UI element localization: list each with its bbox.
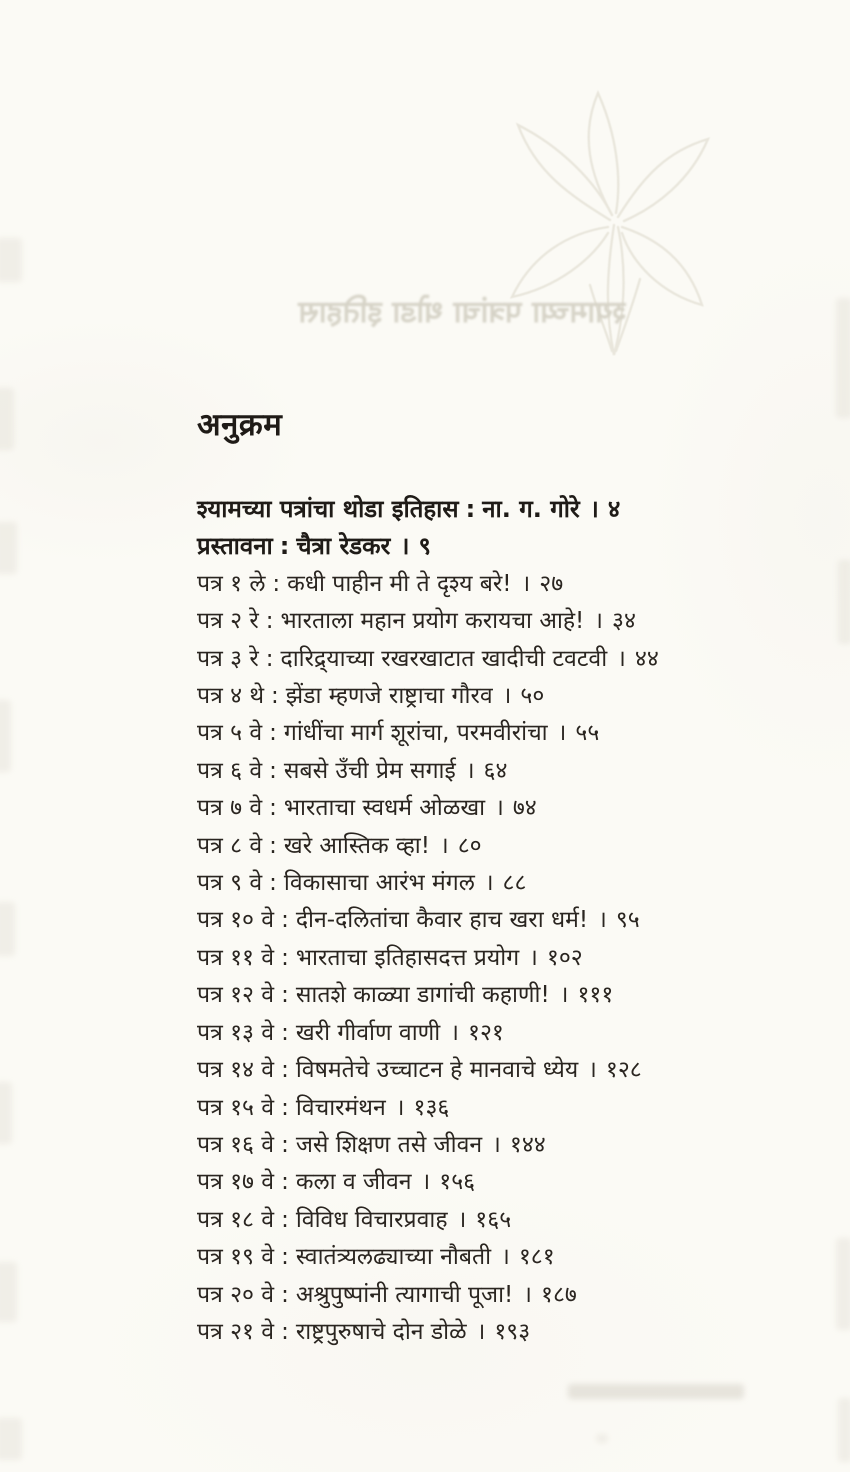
toc-content (197, 403, 797, 1351)
bleedthrough-margin-smudge (0, 238, 22, 282)
entry-number: पत्र १० वे (197, 907, 275, 934)
entry-number: पत्र ११ वे (197, 944, 275, 971)
entry-title: कला व जीवन (295, 1169, 412, 1196)
colon-separator: : (265, 608, 274, 635)
bleedthrough-margin-smudge (0, 1262, 17, 1322)
entry-page-number: ९५ (615, 907, 640, 934)
entry-number: पत्र १४ वे (197, 1057, 275, 1084)
danda-separator: । (476, 1318, 486, 1345)
entry-title: प्रस्तावना (197, 532, 273, 561)
toc-entry (197, 1277, 797, 1314)
entry-page-number: ९ (418, 532, 431, 561)
bleedthrough-margin-smudge (0, 388, 14, 450)
entry-number: पत्र १७ वे (197, 1169, 275, 1196)
front-matter-entry (197, 528, 797, 565)
entry-title: भारताचा स्वधर्म ओळखा (283, 795, 486, 822)
toc-entry (197, 566, 797, 603)
entry-number: पत्र ९ वे (197, 870, 263, 897)
colon-separator: : (281, 1281, 289, 1308)
entry-number: पत्र १५ वे (197, 1094, 275, 1121)
colon-separator: : (281, 1131, 289, 1158)
entry-title: भारताचा इतिहासदत्त प्रयोग (295, 944, 520, 971)
entry-title: विषमतेचे उच्चाटन हे मानवाचे ध्येय (295, 1057, 579, 1084)
entry-page-number: १३६ (413, 1094, 450, 1121)
colon-separator: : (269, 720, 277, 747)
toc-entry (197, 1015, 797, 1052)
danda-separator: । (589, 495, 599, 523)
entry-title: दीन-दलितांचा कैवार हाच खरा धर्म! (295, 907, 589, 934)
danda-separator: । (439, 832, 449, 859)
entry-number: पत्र २ रे (197, 608, 259, 635)
entry-page-number: १४४ (509, 1131, 546, 1158)
colon-separator: : (269, 795, 277, 822)
toc-entry (197, 641, 797, 678)
entry-title: खरे आस्तिक व्हा! (283, 832, 430, 859)
entry-page-number: ३४ (612, 608, 636, 635)
entry-page-number: ५५ (575, 720, 600, 747)
entry-number: पत्र १९ वे (197, 1244, 275, 1271)
entry-title: स्वातंत्र्यलढ्याच्या नौबती (295, 1244, 492, 1271)
danda-separator: । (559, 982, 569, 1009)
entry-number: पत्र २१ वे (197, 1318, 275, 1345)
colon-separator: : (281, 1318, 289, 1345)
entry-number: पत्र २० वे (197, 1281, 275, 1308)
colon-separator: : (269, 832, 277, 859)
bleedthrough-flower-sketch (440, 55, 780, 370)
entry-page-number: ८८ (502, 870, 527, 897)
danda-separator: । (492, 1131, 501, 1158)
toc-entry (197, 828, 797, 865)
toc-entry (197, 1127, 797, 1164)
colon-separator: : (281, 1094, 289, 1121)
bleedthrough-margin-smudge (0, 1418, 22, 1460)
entry-title: विचारमंथन (295, 1094, 386, 1121)
entry-title: अश्रुपुष्पांनी त्यागाची पूजा! (295, 1281, 514, 1308)
entry-page-number: १०२ (546, 944, 583, 971)
entry-number: पत्र ८ वे (197, 832, 263, 859)
danda-separator: । (557, 720, 567, 747)
danda-separator: । (594, 608, 603, 635)
entry-page-number: १५६ (439, 1169, 476, 1196)
danda-separator: । (617, 645, 626, 672)
toc-entry (197, 715, 797, 752)
toc-entry (197, 1090, 797, 1127)
entry-title: विकासाचा आरंभ मंगल (283, 870, 475, 897)
colon-separator: : (281, 982, 289, 1009)
colon-separator: : (281, 1244, 289, 1271)
toc-entry (197, 902, 797, 939)
danda-separator: । (395, 1094, 405, 1121)
colon-separator: : (272, 570, 281, 597)
chapter-list (197, 566, 797, 1352)
front-matter-entry (197, 491, 797, 528)
danda-separator: । (521, 570, 531, 597)
danda-separator: । (484, 870, 494, 897)
entry-page-number: १२८ (605, 1057, 642, 1084)
bleedthrough-footer-smudge (596, 1434, 608, 1443)
entry-title: जसे शिक्षण तसे जीवन (295, 1131, 483, 1158)
entry-title: राष्ट्रपुरुषाचे दोन डोळे (295, 1318, 467, 1345)
colon-separator: : (279, 532, 290, 561)
colon-separator: : (281, 1169, 289, 1196)
entry-title: विविध विचारप्रवाह (295, 1206, 448, 1233)
danda-separator: । (457, 1206, 467, 1233)
entry-page-number: २७ (539, 570, 564, 597)
toc-entry (197, 1314, 797, 1351)
danda-separator: । (421, 1169, 431, 1196)
bleedthrough-mirrored-heading: श्यामच्या पत्रांचा थोडा इतिहास (298, 295, 626, 330)
toc-entry (197, 753, 797, 790)
entry-title: झेंडा म्हणजे राष्ट्राचा गौरव (285, 683, 493, 710)
entry-number: पत्र १८ वे (197, 1206, 275, 1233)
front-matter-list (197, 491, 797, 566)
bleedthrough-margin-smudge (0, 902, 15, 956)
toc-entry (197, 1164, 797, 1201)
toc-entry (197, 790, 797, 827)
bleedthrough-margin-smudge (836, 298, 850, 418)
entry-number: पत्र १ ले (197, 570, 266, 597)
entry-number: पत्र ३ रे (197, 645, 259, 672)
toc-entry (197, 977, 797, 1014)
entry-page-number: ४ (607, 495, 621, 523)
colon-separator: : (281, 1057, 289, 1084)
entry-page-number: ७४ (512, 795, 537, 822)
toc-entry (197, 1239, 797, 1276)
danda-separator: । (523, 1281, 532, 1308)
entry-page-number: १९३ (494, 1318, 531, 1345)
entry-title: सातशे काळ्या डागांची कहाणी! (295, 982, 550, 1009)
entry-number: पत्र ७ वे (197, 795, 263, 822)
bleedthrough-margin-smudge (0, 1082, 12, 1144)
entry-title: कधी पाहीन मी ते दृश्य बरे! (287, 570, 512, 597)
entry-number: पत्र ५ वे (197, 720, 263, 747)
entry-page-number: ८० (457, 832, 482, 859)
entry-number: पत्र १३ वे (197, 1019, 275, 1046)
entry-page-number: ५० (520, 683, 545, 710)
entry-title: सबसे उँची प्रेम सगाई (283, 757, 456, 784)
entry-page-number: १६५ (475, 1206, 512, 1233)
colon-separator: : (265, 645, 274, 672)
entry-page-number: १८७ (541, 1281, 577, 1308)
danda-separator: । (465, 757, 475, 784)
colon-separator: : (281, 1019, 289, 1046)
entry-page-number: १८१ (518, 1244, 555, 1271)
entry-author: चैत्रा रेडकर (296, 532, 391, 561)
entry-title: भारताला महान प्रयोग करायचा आहे! (280, 608, 585, 635)
toc-entry (197, 940, 797, 977)
toc-entry (197, 1052, 797, 1089)
bleedthrough-margin-smudge (838, 1398, 850, 1462)
colon-separator: : (269, 870, 277, 897)
danda-separator: । (598, 907, 607, 934)
entry-author: ना. ग. गोरे (482, 495, 580, 523)
entry-page-number: १११ (577, 982, 614, 1009)
entry-number: पत्र १६ वे (197, 1131, 275, 1158)
colon-separator: : (271, 683, 279, 710)
bleedthrough-margin-smudge (836, 1238, 850, 1330)
entry-title: खरी गीर्वाण वाणी (295, 1019, 441, 1046)
danda-separator: । (495, 795, 504, 822)
entry-page-number: १२१ (467, 1019, 504, 1046)
colon-separator: : (281, 944, 289, 971)
colon-separator: : (465, 495, 476, 523)
bleedthrough-footer-smudge (568, 1384, 744, 1399)
danda-separator: । (400, 532, 410, 561)
toc-entry (197, 1202, 797, 1239)
bleedthrough-margin-smudge (0, 522, 17, 574)
entry-page-number: ६४ (483, 757, 508, 784)
entry-title: दारिद्र्याच्या रखरखाटात खादीची टवटवी (280, 645, 608, 672)
entry-title: श्यामच्या पत्रांचा थोडा इतिहास (197, 495, 459, 523)
toc-entry (197, 678, 797, 715)
toc-entry (197, 603, 797, 640)
danda-separator: । (450, 1019, 459, 1046)
page-title: अनुक्रम (197, 407, 283, 443)
danda-separator: । (502, 683, 512, 710)
entry-title: गांधींचा मार्ग शूरांचा, परमवीरांचा (283, 720, 548, 747)
danda-separator: । (529, 944, 538, 971)
colon-separator: : (281, 907, 289, 934)
toc-entry (197, 865, 797, 902)
danda-separator: । (501, 1244, 510, 1271)
entry-page-number: ४४ (634, 645, 659, 672)
entry-number: पत्र १२ वे (197, 982, 275, 1009)
bleedthrough-margin-smudge (838, 560, 850, 644)
bleedthrough-margin-smudge (0, 700, 11, 772)
danda-separator: । (588, 1057, 597, 1084)
colon-separator: : (269, 757, 277, 784)
entry-number: पत्र ४ थे (197, 683, 265, 710)
entry-number: पत्र ६ वे (197, 757, 263, 784)
colon-separator: : (281, 1206, 289, 1233)
